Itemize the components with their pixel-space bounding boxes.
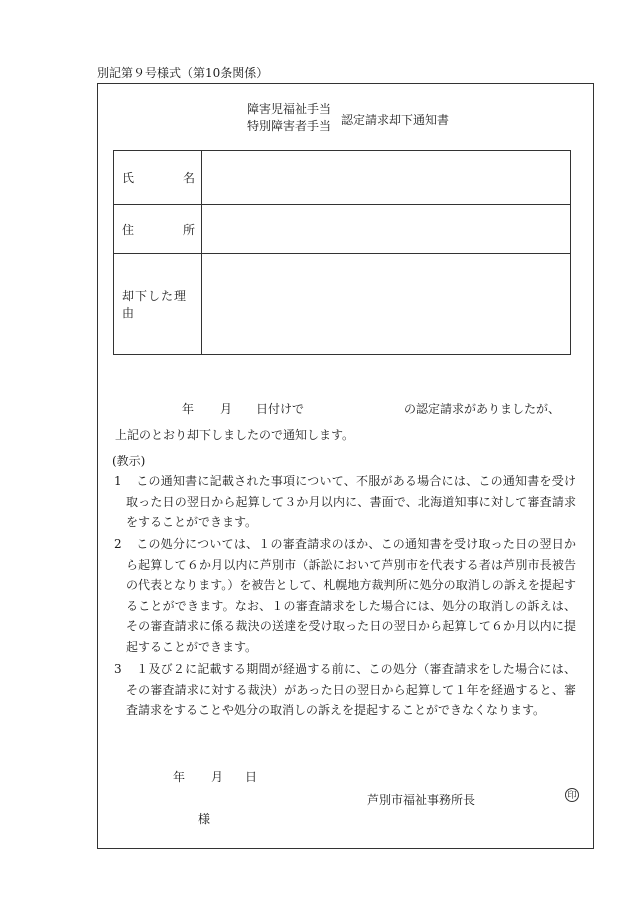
issue-month: 月 [211, 770, 224, 784]
reason-value-cell[interactable] [202, 254, 571, 355]
document-title: 認定請求却下通知書 [341, 113, 450, 127]
instruction-item-3: 3 １及び２に記載する期間が経過する前に、この処分（審査請求をした場合には、その審査請求に対する裁決）があった日の翌日から起算して１年を経過すると、審査請求をすることや処分の取消しの訴えを提起することができなくなります。 [114, 662, 576, 717]
notice-request: の認定請求がありましたが、 [404, 402, 561, 416]
notice-month: 月 [220, 402, 233, 416]
address-row [114, 205, 571, 254]
issue-date [173, 768, 273, 784]
applicant-info-table [113, 150, 571, 355]
instruction-item-1: 1 この通知書に記載された事項について、不服がある場合には、この通知書を受け取った日の翌日から起算して３か月以内に、書面で、北海道知事に対して審査請求をすることができます。 [114, 474, 576, 529]
name-value-cell[interactable] [202, 151, 571, 205]
notice-line-2: 上記のとおり却下しましたので通知します。 [115, 428, 355, 442]
reason-row [114, 254, 571, 355]
name-label: 氏 名 [114, 151, 202, 205]
issuer-office: 芦別市福祉事務所長 [367, 793, 476, 807]
addressee-honorific: 様 [198, 812, 211, 826]
address-value-cell[interactable] [202, 205, 571, 254]
address-label: 住 所 [114, 205, 202, 254]
instruction-item-2: 2 この処分については、１の審査請求のほか、この通知書を受け取った日の翌日から起算して６か月以内に芦別市（訴訟において芦別市を代表する者は芦別市長被告の代表となります。）を被告として、札幌地方裁判所に処分の取消しの訴えを提起することができます。なお、１の審査請求をした場合には、処分の取消しの訴えは、その審査請求に係る裁決の送達を受け取った日の翌日から起算して６か月以内に提起することができます。 [114, 537, 576, 654]
form-number-label: 別記第９号様式（第10条関係） [97, 66, 269, 80]
allowance-type-block [247, 101, 331, 135]
allowance-type-child: 障害児福祉手当 [247, 102, 332, 116]
allowance-type-special: 特別障害者手当 [247, 119, 332, 133]
issue-year: 年 [173, 770, 186, 784]
notice-day: 日付けで [256, 402, 305, 416]
issue-day: 日 [245, 770, 258, 784]
seal-mark: 印 [565, 788, 579, 802]
instruction-heading: (教示) [112, 454, 146, 468]
reason-label: 却下した理由 [114, 254, 202, 355]
notice-year: 年 [182, 402, 195, 416]
name-row [114, 151, 571, 205]
notice-line-1 [120, 400, 570, 418]
